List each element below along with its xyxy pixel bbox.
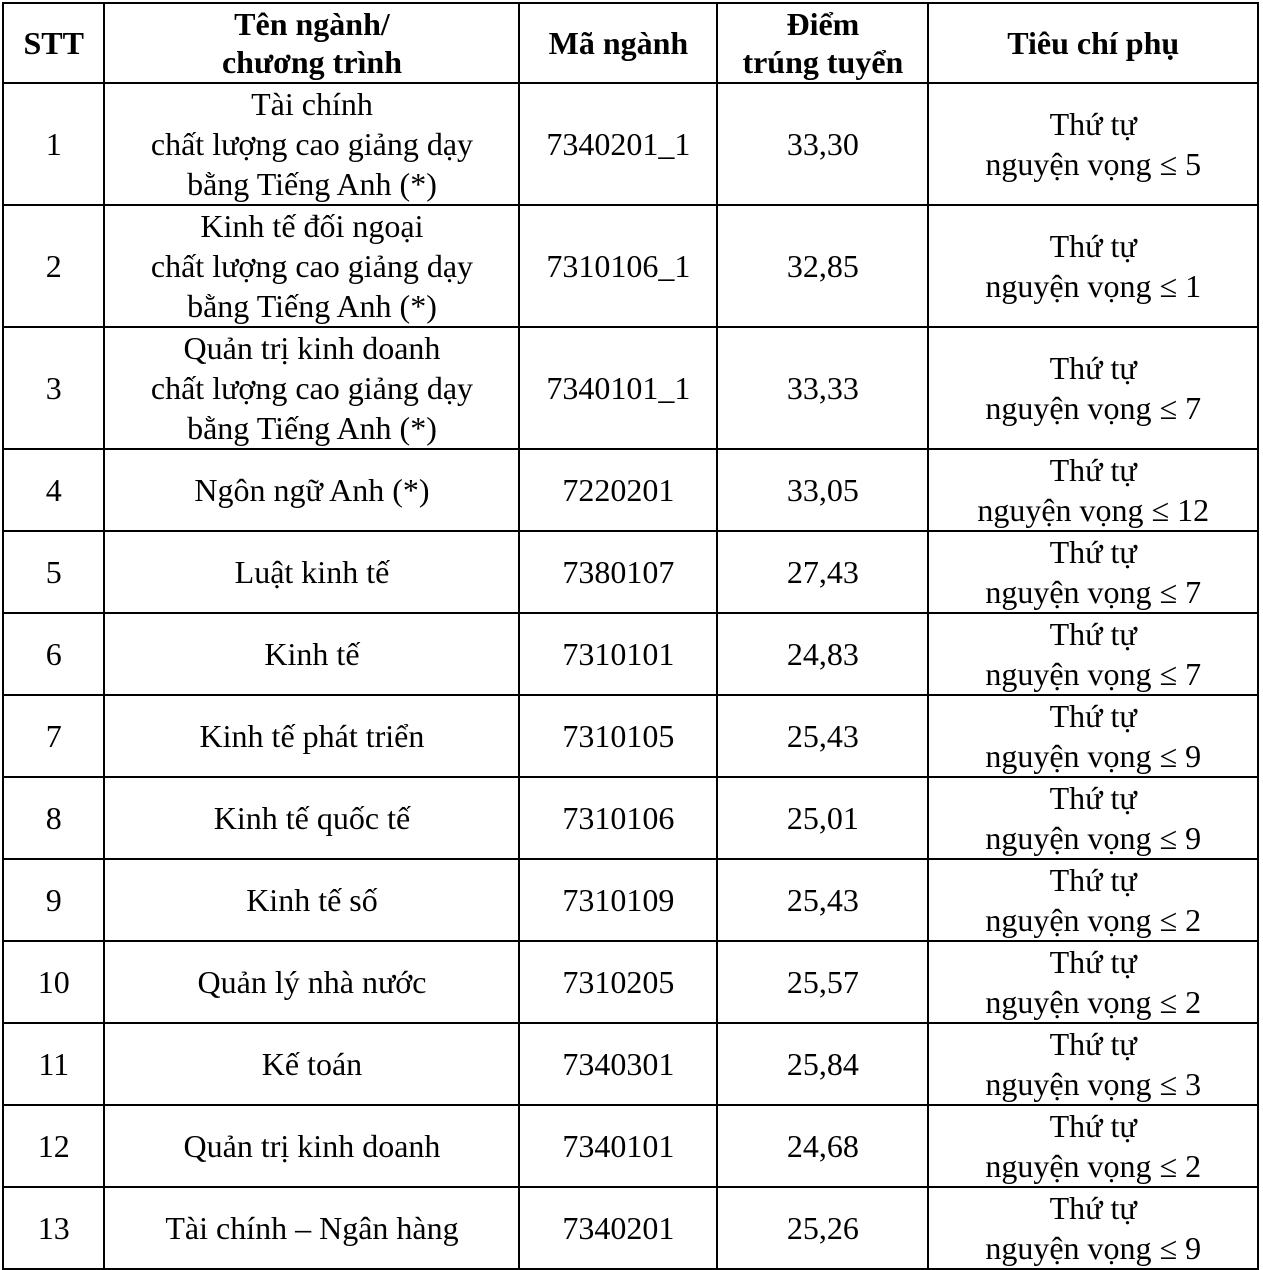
row-stt: 13 — [3, 1187, 104, 1269]
row-admission-score: 33,30 — [717, 83, 928, 205]
row-admission-score: 33,05 — [717, 449, 928, 531]
row-program-name: Kinh tế quốc tế — [104, 777, 519, 859]
row-stt: 9 — [3, 859, 104, 941]
row-program-name: Quản lý nhà nước — [104, 941, 519, 1023]
header-secondary-criteria: Tiêu chí phụ — [928, 3, 1258, 83]
row-admission-score: 25,26 — [717, 1187, 928, 1269]
row-secondary-criteria: Thứ tự nguyện vọng ≤ 7 — [928, 613, 1258, 695]
row-program-code: 7340201 — [519, 1187, 717, 1269]
row-stt: 4 — [3, 449, 104, 531]
row-program-code: 7340101_1 — [519, 327, 717, 449]
row-admission-score: 25,84 — [717, 1023, 928, 1105]
row-stt: 1 — [3, 83, 104, 205]
row-program-name: Kinh tế số — [104, 859, 519, 941]
row-secondary-criteria: Thứ tự nguyện vọng ≤ 7 — [928, 327, 1258, 449]
row-admission-score: 25,57 — [717, 941, 928, 1023]
row-program-code: 7340101 — [519, 1105, 717, 1187]
row-stt: 11 — [3, 1023, 104, 1105]
row-program-code: 7340201_1 — [519, 83, 717, 205]
table-row — [3, 327, 1258, 449]
row-program-code: 7310109 — [519, 859, 717, 941]
header-program-name: Tên ngành/ chương trình — [104, 3, 519, 83]
row-stt: 7 — [3, 695, 104, 777]
row-admission-score: 24,83 — [717, 613, 928, 695]
row-admission-score: 24,68 — [717, 1105, 928, 1187]
row-secondary-criteria: Thứ tự nguyện vọng ≤ 7 — [928, 531, 1258, 613]
row-secondary-criteria: Thứ tự nguyện vọng ≤ 9 — [928, 1187, 1258, 1269]
row-program-code: 7310205 — [519, 941, 717, 1023]
row-secondary-criteria: Thứ tự nguyện vọng ≤ 2 — [928, 859, 1258, 941]
row-program-name: Kinh tế — [104, 613, 519, 695]
row-secondary-criteria: Thứ tự nguyện vọng ≤ 3 — [928, 1023, 1258, 1105]
row-secondary-criteria: Thứ tự nguyện vọng ≤ 12 — [928, 449, 1258, 531]
row-program-name: Luật kinh tế — [104, 531, 519, 613]
row-program-name: Ngôn ngữ Anh (*) — [104, 449, 519, 531]
row-program-code: 7340301 — [519, 1023, 717, 1105]
row-secondary-criteria: Thứ tự nguyện vọng ≤ 5 — [928, 83, 1258, 205]
row-secondary-criteria: Thứ tự nguyện vọng ≤ 9 — [928, 777, 1258, 859]
row-program-code: 7220201 — [519, 449, 717, 531]
table-row — [3, 1105, 1258, 1187]
table-row — [3, 1023, 1258, 1105]
table-row — [3, 941, 1258, 1023]
row-admission-score: 32,85 — [717, 205, 928, 327]
row-program-name: Tài chính chất lượng cao giảng dạy bằng Tiếng Anh (*) — [104, 83, 519, 205]
row-secondary-criteria: Thứ tự nguyện vọng ≤ 1 — [928, 205, 1258, 327]
row-stt: 6 — [3, 613, 104, 695]
row-program-code: 7310106 — [519, 777, 717, 859]
table-row — [3, 613, 1258, 695]
row-stt: 3 — [3, 327, 104, 449]
table-row — [3, 777, 1258, 859]
row-stt: 12 — [3, 1105, 104, 1187]
row-program-name: Quản trị kinh doanh chất lượng cao giảng dạy bằng Tiếng Anh (*) — [104, 327, 519, 449]
row-admission-score: 27,43 — [717, 531, 928, 613]
row-program-name: Kinh tế phát triển — [104, 695, 519, 777]
row-program-code: 7380107 — [519, 531, 717, 613]
row-admission-score: 25,01 — [717, 777, 928, 859]
row-secondary-criteria: Thứ tự nguyện vọng ≤ 9 — [928, 695, 1258, 777]
table-row — [3, 1187, 1258, 1269]
row-program-code: 7310101 — [519, 613, 717, 695]
row-admission-score: 33,33 — [717, 327, 928, 449]
row-admission-score: 25,43 — [717, 695, 928, 777]
admission-scores-table — [2, 2, 1259, 1270]
table-row — [3, 449, 1258, 531]
row-program-code: 7310106_1 — [519, 205, 717, 327]
table-row — [3, 531, 1258, 613]
table-row — [3, 859, 1258, 941]
table-row — [3, 83, 1258, 205]
row-stt: 10 — [3, 941, 104, 1023]
row-stt: 5 — [3, 531, 104, 613]
row-admission-score: 25,43 — [717, 859, 928, 941]
row-program-name: Kinh tế đối ngoại chất lượng cao giảng dạy bằng Tiếng Anh (*) — [104, 205, 519, 327]
table-row — [3, 695, 1258, 777]
table-header-row — [3, 3, 1258, 83]
row-secondary-criteria: Thứ tự nguyện vọng ≤ 2 — [928, 941, 1258, 1023]
row-program-name: Quản trị kinh doanh — [104, 1105, 519, 1187]
row-stt: 8 — [3, 777, 104, 859]
table-row — [3, 205, 1258, 327]
row-stt: 2 — [3, 205, 104, 327]
row-program-code: 7310105 — [519, 695, 717, 777]
row-secondary-criteria: Thứ tự nguyện vọng ≤ 2 — [928, 1105, 1258, 1187]
header-stt: STT — [3, 3, 104, 83]
row-program-name: Kế toán — [104, 1023, 519, 1105]
row-program-name: Tài chính – Ngân hàng — [104, 1187, 519, 1269]
header-admission-score: Điểm trúng tuyển — [717, 3, 928, 83]
header-program-code: Mã ngành — [519, 3, 717, 83]
